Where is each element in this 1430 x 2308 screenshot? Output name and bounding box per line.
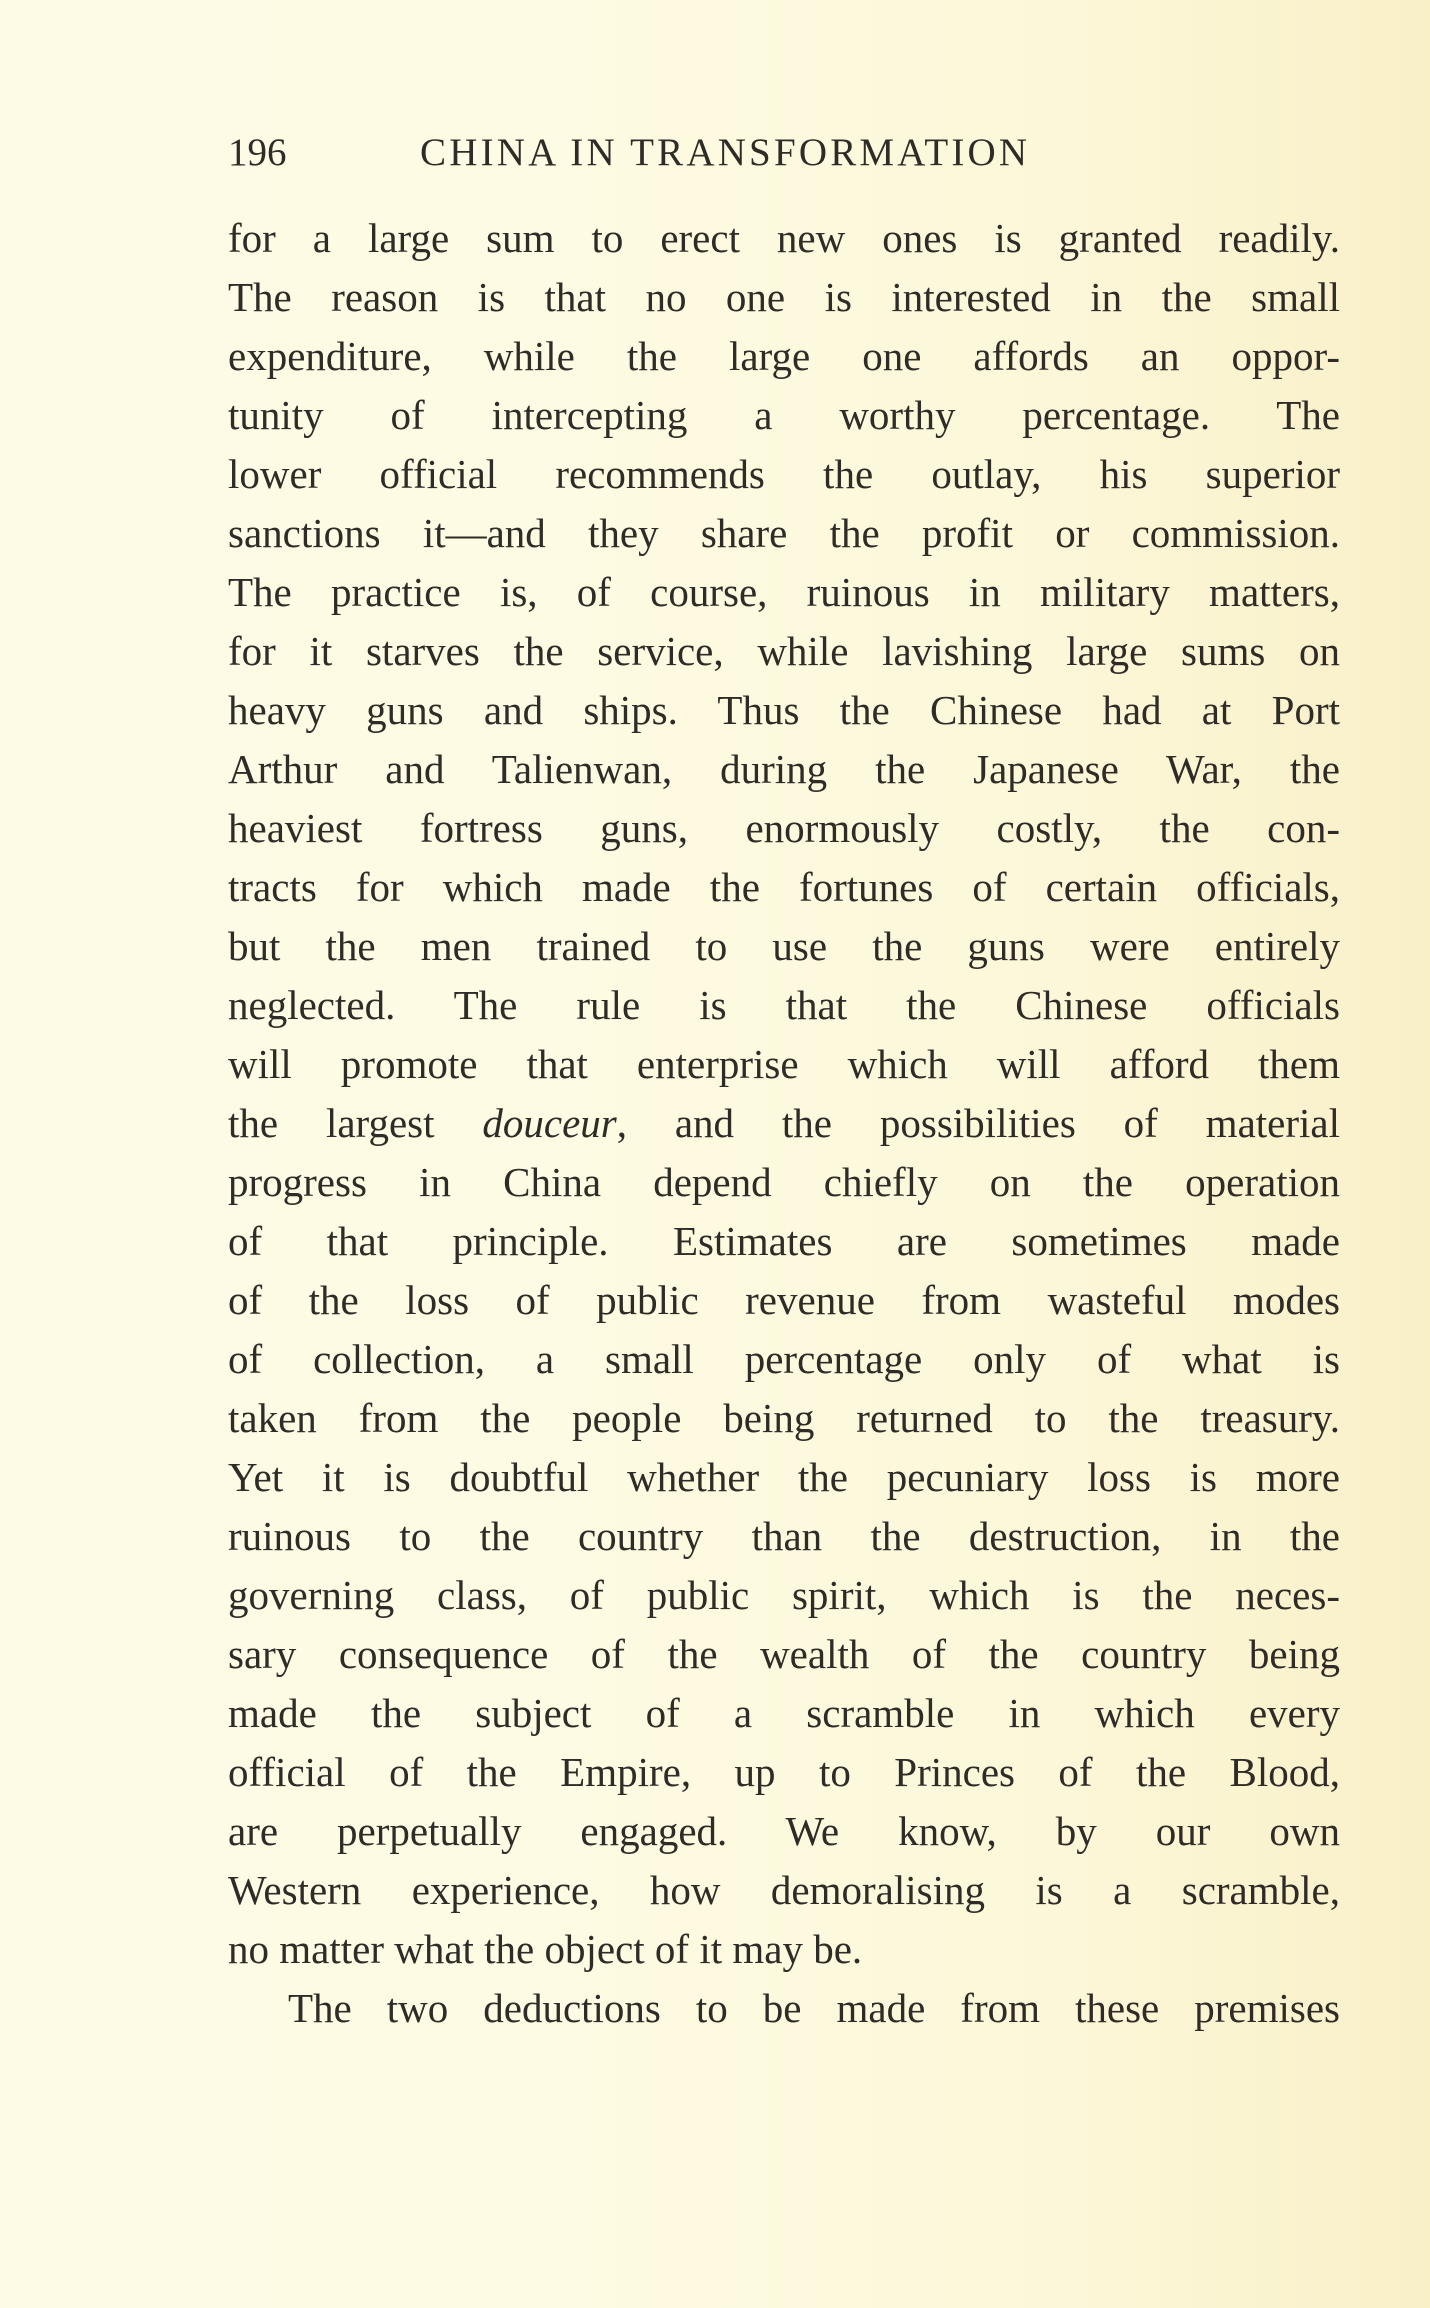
text-line: The practice is, of course, ruinous in military matters, — [228, 569, 1340, 615]
text-line-paragraph-start: The two deductions to be made from these premises — [288, 1985, 1340, 2031]
text-line: sanctions it—and they share the profit or commission. — [228, 510, 1340, 556]
text-line: heavy guns and ships. Thus the Chinese had at Port — [228, 687, 1340, 733]
text-line: neglected. The rule is that the Chinese officials — [228, 982, 1340, 1028]
text-line: tracts for which made the fortunes of certain officials, — [228, 864, 1340, 910]
text-line: of that principle. Estimates are sometimes made — [228, 1218, 1340, 1264]
text-line: of the loss of public revenue from wasteful modes — [228, 1277, 1340, 1323]
text-line: ruinous to the country than the destruction, in the — [228, 1513, 1340, 1559]
text-line: for it starves the service, while lavishing large sums on — [228, 628, 1340, 674]
text-line: Western experience, how demoralising is a scramble, — [228, 1867, 1340, 1913]
page-number: 196 — [228, 131, 287, 174]
text-line: are perpetually engaged. We know, by our own — [228, 1808, 1340, 1854]
text-line: made the subject of a scramble in which every — [228, 1690, 1340, 1736]
text-line: governing class, of public spirit, which is the neces- — [228, 1572, 1340, 1618]
text-line: for a large sum to erect new ones is granted readily. — [228, 215, 1340, 261]
text-line: Yet it is doubtful whether the pecuniary loss is more — [228, 1454, 1340, 1500]
running-title: CHINA IN TRANSFORMATION — [420, 131, 1031, 174]
text-line: expenditure, while the large one affords an oppor- — [228, 333, 1340, 379]
text-line: of collection, a small percentage only of what is — [228, 1336, 1340, 1382]
text-line: The reason is that no one is interested in the small — [228, 274, 1340, 320]
text-line: will promote that enterprise which will afford them — [228, 1041, 1340, 1087]
text-line-paragraph-end: no matter what the object of it may be. — [228, 1926, 863, 1972]
text-line: taken from the people being returned to the treasury. — [228, 1395, 1340, 1441]
text-segment: , and the possibilities of material — [616, 1100, 1340, 1146]
text-line: progress in China depend chiefly on the operation — [228, 1159, 1340, 1205]
text-line: heaviest fortress guns, enormously costly, the con- — [228, 805, 1340, 851]
italic-term-douceur: douceur — [482, 1100, 617, 1146]
text-line: Arthur and Talienwan, during the Japanese War, the — [228, 746, 1340, 792]
text-line: tunity of intercepting a worthy percentage. The — [228, 392, 1340, 438]
text-line-with-italic — [228, 1094, 1340, 1153]
text-line: but the men trained to use the guns were entirely — [228, 923, 1340, 969]
text-line: lower official recommends the outlay, his superior — [228, 451, 1340, 497]
text-line: sary consequence of the wealth of the country being — [228, 1631, 1340, 1677]
body-text — [228, 209, 1340, 2038]
text-line: official of the Empire, up to Princes of the Blood, — [228, 1749, 1340, 1795]
text-segment: the largest — [228, 1100, 483, 1146]
